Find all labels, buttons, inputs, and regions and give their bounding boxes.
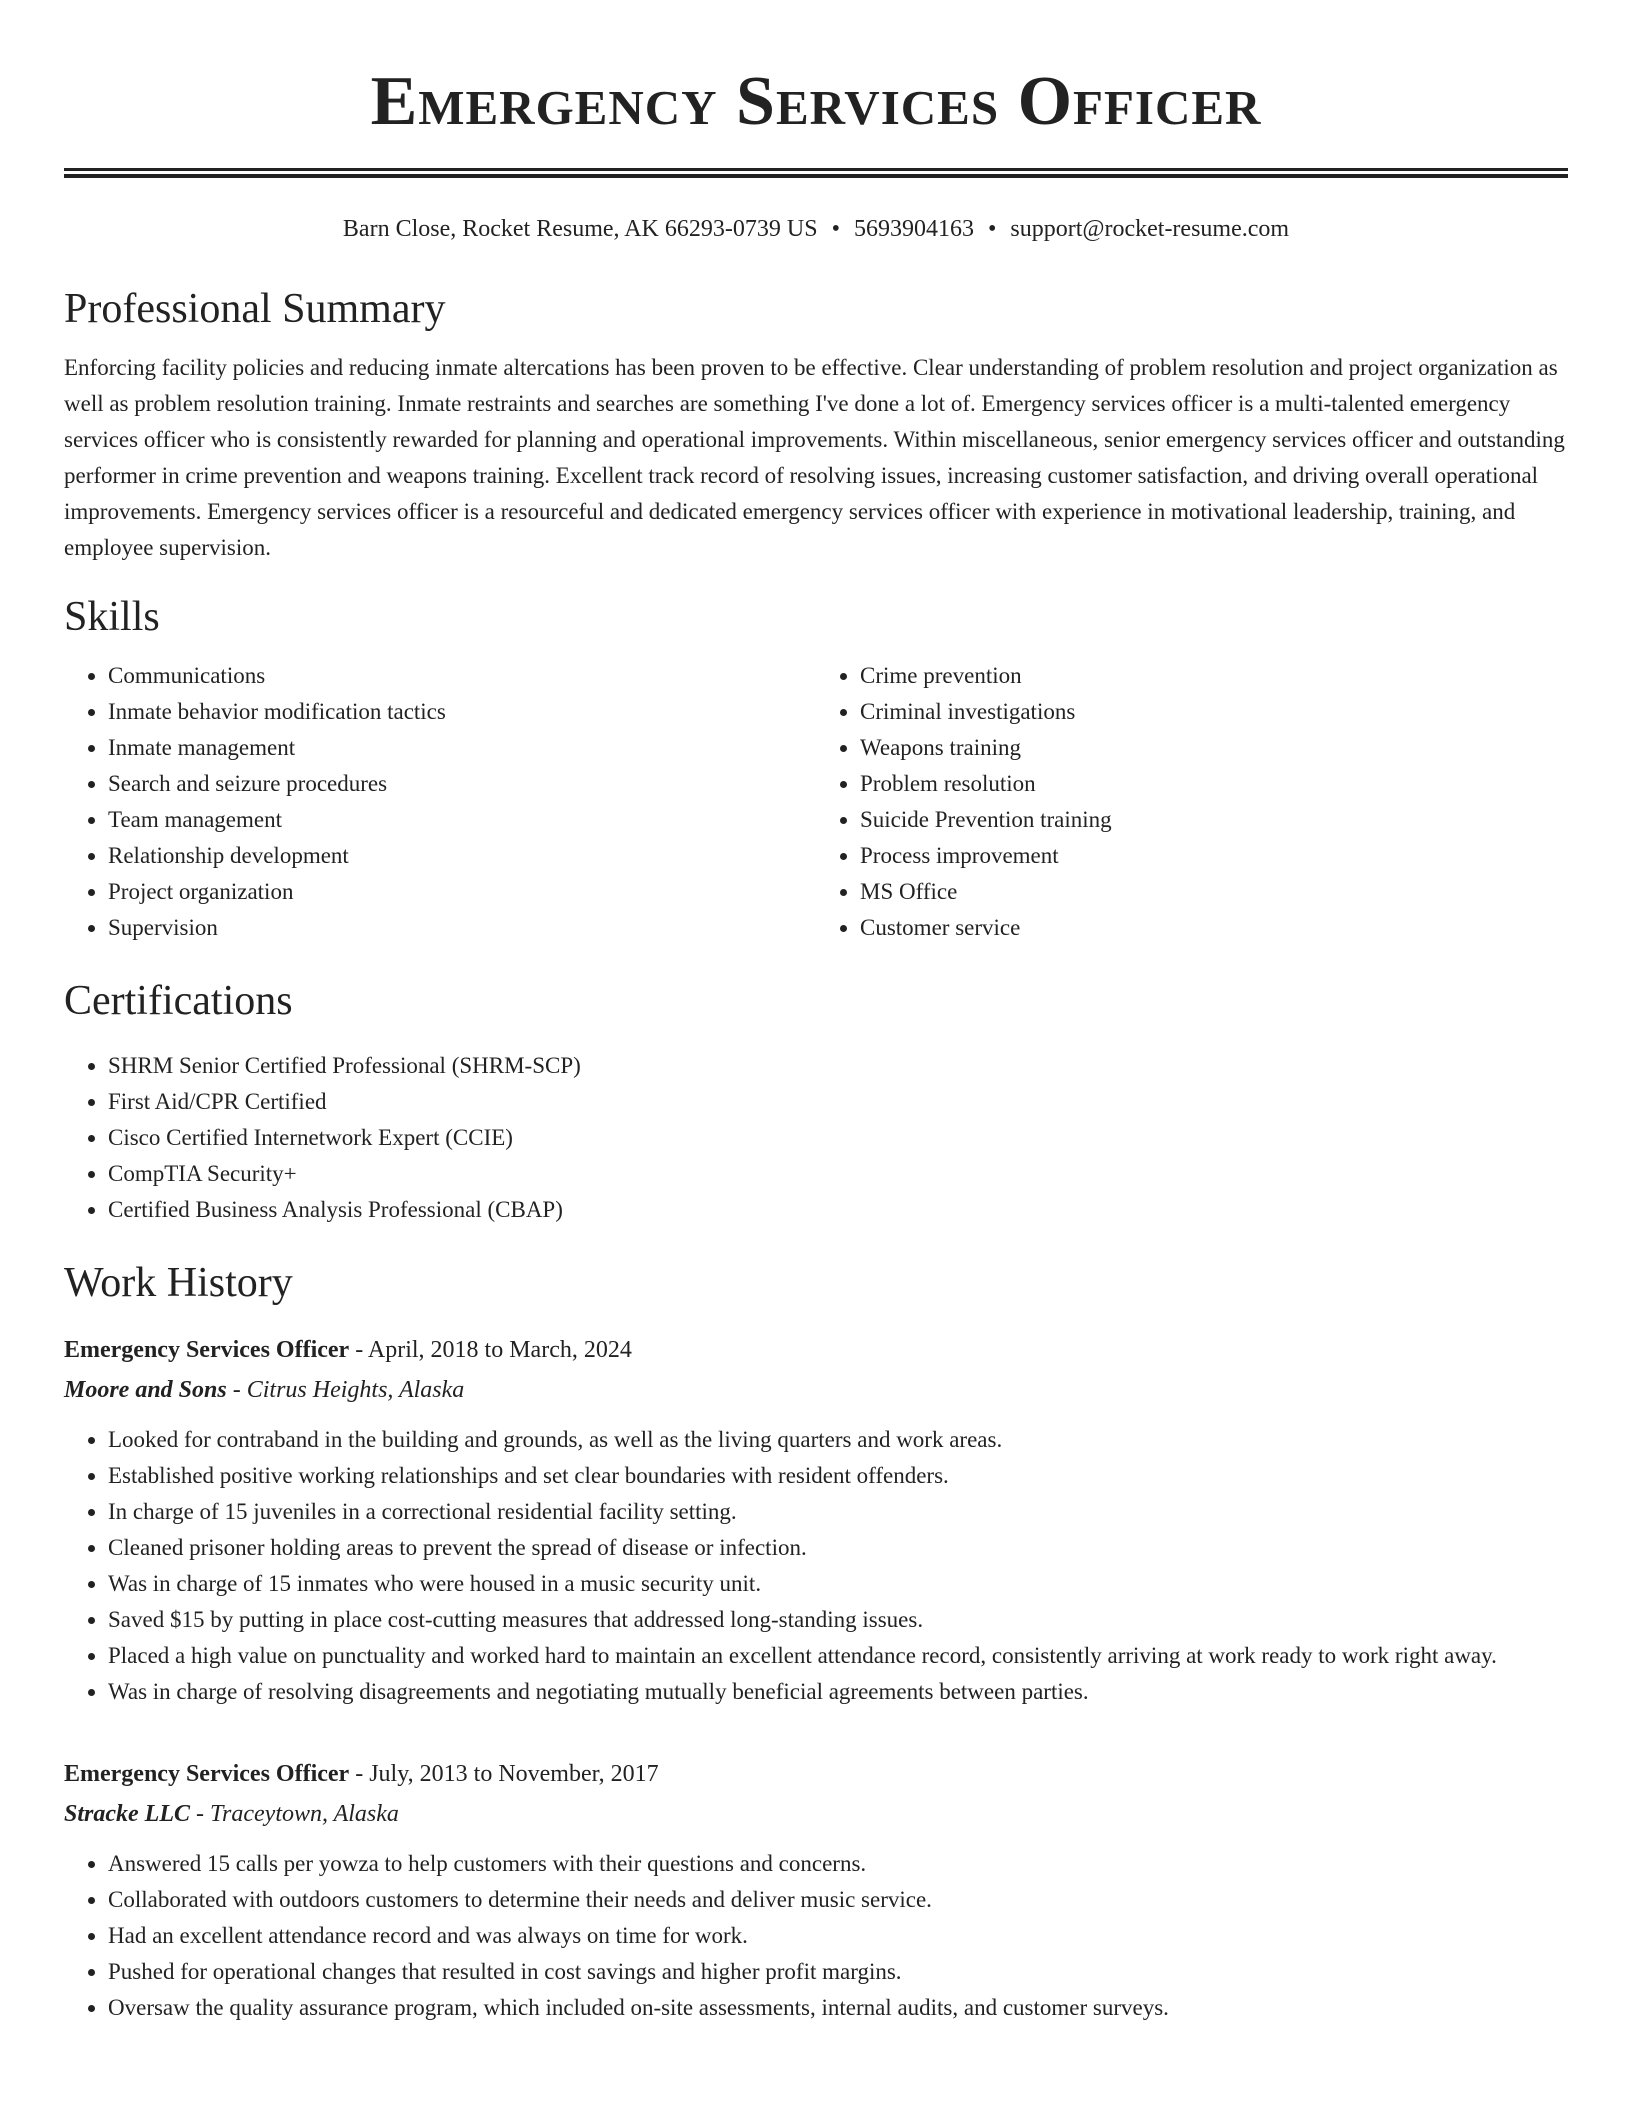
work-history-heading: Work History xyxy=(64,1260,293,1306)
skill-item: • Relationship development xyxy=(108,838,816,874)
certification-item: • First Aid/CPR Certified xyxy=(108,1084,1568,1120)
job-duty: • Was in charge of 15 inmates who were housed in a music security unit. xyxy=(108,1566,1568,1602)
job-dates: July, 2013 to November, 2017 xyxy=(369,1761,659,1787)
job-title: Emergency Services Officer xyxy=(64,1761,350,1787)
job-company: Moore and Sons xyxy=(64,1377,227,1403)
skill-item: • Communications xyxy=(108,658,816,694)
skill-item: • Search and seizure procedures xyxy=(108,766,816,802)
job-employer: Stracke LLC - Traceytown, Alaska xyxy=(64,1801,399,1827)
job-duty: • Saved $15 by putting in place cost-cutting measures that addressed long-standing issues. xyxy=(108,1602,1568,1638)
certification-item: • Certified Business Analysis Professional (CBAP) xyxy=(108,1192,1568,1228)
header-divider xyxy=(64,168,1568,178)
job-duty: • Collaborated with outdoors customers to determine their needs and deliver music service. xyxy=(108,1882,1568,1918)
skill-item: • Process improvement xyxy=(860,838,1568,874)
job-duty: • Had an excellent attendance record and was always on time for work. xyxy=(108,1918,1568,1954)
job-duties-list xyxy=(64,1846,1568,2026)
skill-item: • Suicide Prevention training xyxy=(860,802,1568,838)
skill-item: • Criminal investigations xyxy=(860,694,1568,730)
skill-item: • Inmate management xyxy=(108,730,816,766)
summary-text: Enforcing facility policies and reducing inmate altercations has been proven to be effective. Clear understanding of problem resolution and project organization as well as problem resolution training. Inmate restraints and searches are something I've done a lot of. Emergency services officer is a multi-talented emergency services officer who is consistently rewarded for planning and operational improvements. Within miscellaneous, senior emergency services officer and outstanding performer in crime prevention and weapons training. Excellent track record of resolving issues, increasing customer satisfaction, and driving overall operational improvements. Emergency services officer is a resourceful and dedicated emergency services officer with experience in motivational leadership, training, and employee supervision. xyxy=(64,355,1565,560)
job-duty: • In charge of 15 juveniles in a correctional residential facility setting. xyxy=(108,1494,1568,1530)
job-title: Emergency Services Officer xyxy=(64,1337,350,1363)
job-duty: • Was in charge of resolving disagreements and negotiating mutually beneficial agreements between parties. xyxy=(108,1674,1568,1710)
skill-item: • Problem resolution xyxy=(860,766,1568,802)
skills-right-list xyxy=(816,658,1568,946)
job-duty: • Placed a high value on punctuality and worked hard to maintain an excellent attendance record, consistently arriving at work ready to work right away. xyxy=(108,1638,1568,1674)
skill-item: • Team management xyxy=(108,802,816,838)
certifications-heading: Certifications xyxy=(64,978,293,1024)
job-employer: Moore and Sons - Citrus Heights, Alaska xyxy=(64,1377,465,1403)
job-dates: April, 2018 to March, 2024 xyxy=(367,1337,632,1363)
job-duty: • Pushed for operational changes that resulted in cost savings and higher profit margins. xyxy=(108,1954,1568,1990)
skill-item: • Weapons training xyxy=(860,730,1568,766)
contact-address: Barn Close, Rocket Resume, AK 66293-0739 US xyxy=(342,216,818,242)
job-duty: • Established positive working relationships and set clear boundaries with resident offenders. xyxy=(108,1458,1568,1494)
certification-item: • CompTIA Security+ xyxy=(108,1156,1568,1192)
job-duty: • Looked for contraband in the building and grounds, as well as the living quarters and work areas. xyxy=(108,1422,1568,1458)
job-header: Emergency Services Officer - July, 2013 to November, 2017 xyxy=(64,1761,659,1787)
job-location: Traceytown, Alaska xyxy=(210,1801,399,1827)
job-company: Stracke LLC xyxy=(64,1801,190,1827)
job-header: Emergency Services Officer - April, 2018 to March, 2024 xyxy=(64,1337,632,1363)
job-duty: • Oversaw the quality assurance program, which included on-site assessments, internal audits, and customer surveys. xyxy=(108,1990,1568,2026)
certifications-list xyxy=(64,1048,1568,1228)
skills-left-list xyxy=(64,658,816,946)
job-entry xyxy=(64,1754,1568,2026)
skill-item: • MS Office xyxy=(860,874,1568,910)
skills-heading: Skills xyxy=(64,594,160,640)
contact-phone: 5693904163 xyxy=(853,216,974,242)
job-duty: • Cleaned prisoner holding areas to prevent the spread of disease or infection. xyxy=(108,1530,1568,1566)
job-location: Citrus Heights, Alaska xyxy=(246,1377,465,1403)
job-duty: • Answered 15 calls per yowza to help customers with their questions and concerns. xyxy=(108,1846,1568,1882)
contact-email: support@rocket-resume.com xyxy=(1010,216,1290,242)
resume-name: Emergency Services Officer xyxy=(370,63,1262,140)
skill-item: • Inmate behavior modification tactics xyxy=(108,694,816,730)
contact-separator: • xyxy=(987,216,997,242)
certification-item: • Cisco Certified Internetwork Expert (CCIE) xyxy=(108,1120,1568,1156)
skill-item: • Crime prevention xyxy=(860,658,1568,694)
skills-columns xyxy=(64,658,1568,946)
skill-item: • Supervision xyxy=(108,910,816,946)
job-duties-list xyxy=(64,1422,1568,1710)
contact-separator: • xyxy=(831,216,840,242)
contact-line xyxy=(64,214,1568,244)
skill-item: • Project organization xyxy=(108,874,816,910)
skill-item: • Customer service xyxy=(860,910,1568,946)
summary-heading: Professional Summary xyxy=(64,286,446,332)
job-entry xyxy=(64,1330,1568,1710)
certification-item: • SHRM Senior Certified Professional (SHRM-SCP) xyxy=(108,1048,1568,1084)
